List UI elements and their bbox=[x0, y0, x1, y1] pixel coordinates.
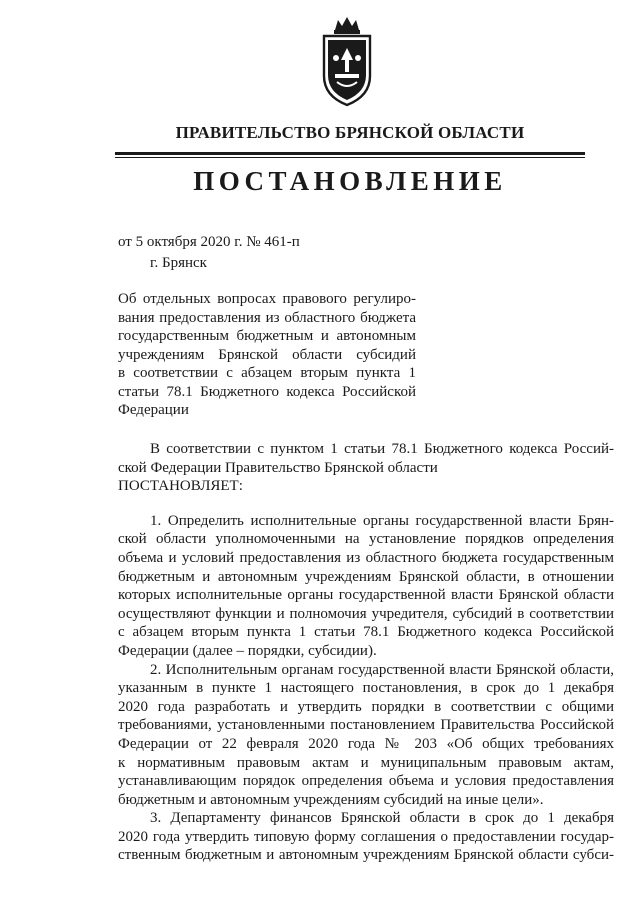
preamble-line: ПОСТАНОВЛЯЕТ: bbox=[118, 478, 243, 495]
preamble-line: ской Федерации Правительство Брянской области bbox=[118, 459, 438, 476]
preamble-line: В соответствии с пунктом 1 статьи 78.1 Бюджетного кодекса Россий- bbox=[150, 441, 614, 457]
coat-of-arms-icon bbox=[318, 14, 376, 108]
paragraph-3-line: ственным бюджетным и автономным учреждениям Брянской области субси- bbox=[118, 847, 614, 864]
paragraph-2-line: 2. Исполнительным органам государственной власти Брянской области, bbox=[150, 661, 614, 678]
header-rule-thin bbox=[115, 157, 585, 158]
paragraph-1-line: ской области уполномоченными на установление порядков определения bbox=[118, 531, 614, 548]
paragraph-2-line: требованиями, установленными постановлением Правительства Российской bbox=[118, 717, 614, 734]
document-subject bbox=[118, 290, 416, 420]
paragraph-1-line: Федерации (далее – порядки, субсидии). bbox=[118, 642, 377, 659]
date-number: от 5 октября 2020 г. № 461-п bbox=[118, 234, 300, 250]
header-rule-thick bbox=[115, 152, 585, 155]
paragraph-1-line: бюджетным и автономным учреждениям Брянской области, в отношении bbox=[118, 568, 614, 585]
document-type-title: ПОСТАНОВЛЕНИЕ bbox=[193, 166, 507, 196]
paragraph-1-line: с абзацем вторым пункта 1 статьи 78.1 Бюджетного кодекса Российской bbox=[118, 624, 614, 641]
paragraph-1-line: осуществляют функции и полномочия учредителя, субсидий в соответствии bbox=[118, 605, 614, 622]
paragraph-1-line: которых исполнительные органы государственной власти Брянской области bbox=[118, 587, 614, 604]
subject-line: Об отдельных вопросах правового регулиро- bbox=[118, 291, 416, 307]
subject-line: статьи 78.1 Бюджетного кодекса Российской bbox=[118, 383, 416, 400]
subject-line: государственным бюджетным и автономным bbox=[118, 328, 416, 344]
paragraph-1-line: 1. Определить исполнительные органы государственной власти Брян- bbox=[150, 512, 614, 529]
subject-line: вания предоставления из областного бюджета bbox=[118, 309, 416, 326]
subject-line: Федерации bbox=[118, 402, 189, 418]
paragraph-gap bbox=[118, 496, 614, 512]
paragraph-3-line: 2020 года утвердить типовую форму соглашения о предоставлении государ- bbox=[118, 828, 614, 845]
subject-line: учреждениям Брянской области субсидий bbox=[118, 346, 416, 363]
paragraph-2-line: к нормативным правовым актам и муниципальным правовым актам, bbox=[118, 754, 614, 771]
city: г. Брянск bbox=[150, 255, 207, 271]
paragraph-2-line: указанным в пункте 1 настоящего постановления, в срок до 1 декабря bbox=[118, 680, 614, 697]
document-body bbox=[118, 440, 614, 865]
paragraph-2-line: бюджетным и автономным учреждениям субсидий на иные цели». bbox=[118, 791, 544, 808]
organization-title: ПРАВИТЕЛЬСТВО БРЯНСКОЙ ОБЛАСТИ bbox=[175, 123, 525, 142]
paragraph-2-line: Федерации от 22 февраля 2020 года № 203 «Об общих требованиях bbox=[118, 735, 614, 752]
paragraph-2-line: устанавливающим порядок определения объема и условия предоставления bbox=[118, 773, 614, 790]
paragraph-3-line: 3. Департаменту финансов Брянской области в срок до 1 декабря bbox=[150, 810, 614, 827]
subject-line: в соответствии с абзацем вторым пункта 1 bbox=[118, 365, 416, 381]
paragraph-2-line: 2020 года разработать и утвердить порядки в соответствии с общими bbox=[118, 698, 614, 715]
paragraph-1-line: объема и условий предоставления из областного бюджета государственным bbox=[118, 549, 614, 566]
